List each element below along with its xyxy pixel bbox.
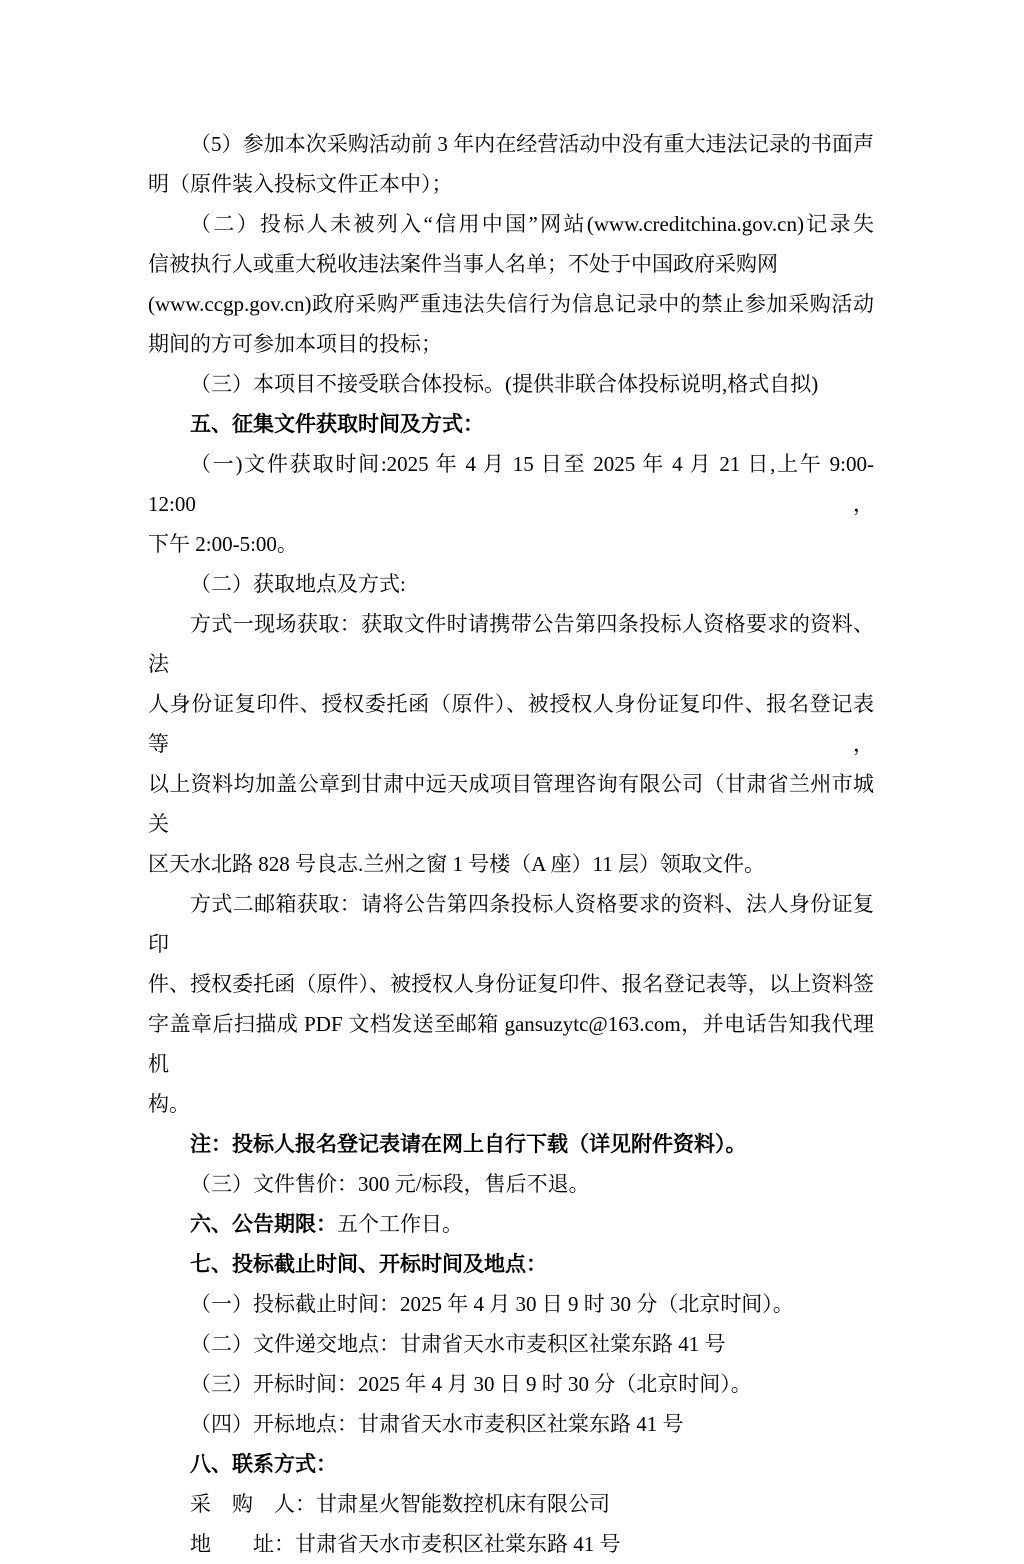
text-line <box>148 244 874 284</box>
text-line <box>148 1124 874 1164</box>
text-segment: （二）获取地点及方式: <box>190 572 406 596</box>
text-line <box>148 1404 874 1444</box>
text-line <box>148 364 874 404</box>
text-segment: 构。 <box>148 1092 190 1116</box>
text-segment: 区天水北路 828 号良志.兰州之窗 1 号楼（A 座）11 层）领取文件。 <box>148 852 765 876</box>
text-line <box>148 404 874 444</box>
text-segment: 件、授权委托函（原件）、被授权人身份证复印件、报名登记表等，以上资料签 <box>148 972 874 996</box>
text-segment: 地 址：甘肃省天水市麦积区社棠东路 41 号 <box>190 1532 621 1556</box>
text-segment: 字盖章后扫描成 PDF 文档发送至邮箱 gansuzytc@163.com，并电话告知我代理机 <box>148 1012 874 1076</box>
text-line <box>148 964 874 1004</box>
text-line <box>148 124 874 164</box>
text-segment: （5）参加本次采购活动前 3 年内在经营活动中没有重大违法记录的书面声 <box>190 132 874 156</box>
text-segment: 信被执行人或重大税收违法案件当事人名单；不处于中国政府采购网 <box>148 252 778 276</box>
text-line <box>148 1244 874 1284</box>
text-segment: 五个工作日。 <box>337 1212 463 1236</box>
text-line <box>148 1004 874 1084</box>
text-line <box>148 1324 874 1364</box>
text-segment: （三）开标时间：2025 年 4 月 30 日 9 时 30 分（北京时间）。 <box>190 1372 752 1396</box>
text-segment: 人身份证复印件、授权委托函（原件）、被授权人身份证复印件、报名登记表等， <box>148 692 874 756</box>
text-line <box>148 1204 874 1244</box>
text-line <box>148 524 874 564</box>
text-line <box>148 164 874 204</box>
text-segment: （二）投标人未被列入“信用中国”网站(www.creditchina.gov.cn)记录失 <box>190 212 874 236</box>
text-segment: （一)文件获取时间:2025 年 4 月 15 日至 2025 年 4 月 21 日,上午 9:00-12:00， <box>148 452 874 516</box>
text-line <box>148 1364 874 1404</box>
text-segment: （四）开标地点：甘肃省天水市麦积区社棠东路 41 号 <box>190 1412 684 1436</box>
text-line <box>148 1524 874 1564</box>
text-segment: （三）本项目不接受联合体投标。(提供非联合体投标说明,格式自拟) <box>190 372 819 396</box>
text-line <box>148 324 874 364</box>
text-segment: （二）文件递交地点：甘肃省天水市麦积区社棠东路 41 号 <box>190 1332 726 1356</box>
text-segment: （一）投标截止时间：2025 年 4 月 30 日 9 时 30 分（北京时间）。 <box>190 1292 794 1316</box>
text-segment: 明（原件装入投标文件正本中）； <box>148 172 453 196</box>
text-segment: 方式一现场获取：获取文件时请携带公告第四条投标人资格要求的资料、法 <box>148 612 874 676</box>
text-line <box>148 564 874 604</box>
text-line <box>148 204 874 244</box>
text-line <box>148 1084 874 1124</box>
text-segment: 采 购 人：甘肃星火智能数控机床有限公司 <box>190 1492 610 1516</box>
text-line <box>148 684 874 764</box>
document-body <box>148 124 874 1564</box>
text-line <box>148 844 874 884</box>
text-line <box>148 284 874 324</box>
text-segment: (www.ccgp.gov.cn)政府采购严重违法失信行为信息记录中的禁止参加采购活动 <box>148 292 874 316</box>
text-line <box>148 884 874 964</box>
text-line <box>148 1484 874 1524</box>
text-line <box>148 1444 874 1484</box>
text-line <box>148 764 874 844</box>
text-segment: （三）文件售价：300 元/标段，售后不退。 <box>190 1172 590 1196</box>
text-segment: 期间的方可参加本项目的投标； <box>148 332 442 356</box>
text-segment: 方式二邮箱获取：请将公告第四条投标人资格要求的资料、法人身份证复印 <box>148 892 874 956</box>
text-segment: 以上资料均加盖公章到甘肃中远天成项目管理咨询有限公司（甘肃省兰州市城关 <box>148 772 874 836</box>
text-line <box>148 1164 874 1204</box>
text-segment-bold: 七、投标截止时间、开标时间及地点： <box>190 1252 547 1276</box>
text-segment-bold: 注：投标人报名登记表请在网上自行下载（详见附件资料）。 <box>190 1132 747 1156</box>
text-segment: 下午 2:00-5:00。 <box>148 532 298 556</box>
text-segment-bold: 八、联系方式： <box>190 1452 337 1476</box>
text-segment-bold: 六、公告期限： <box>190 1212 337 1236</box>
text-segment-bold: 五、征集文件获取时间及方式： <box>190 412 484 436</box>
text-line <box>148 444 874 524</box>
text-line <box>148 1284 874 1324</box>
text-line <box>148 604 874 684</box>
